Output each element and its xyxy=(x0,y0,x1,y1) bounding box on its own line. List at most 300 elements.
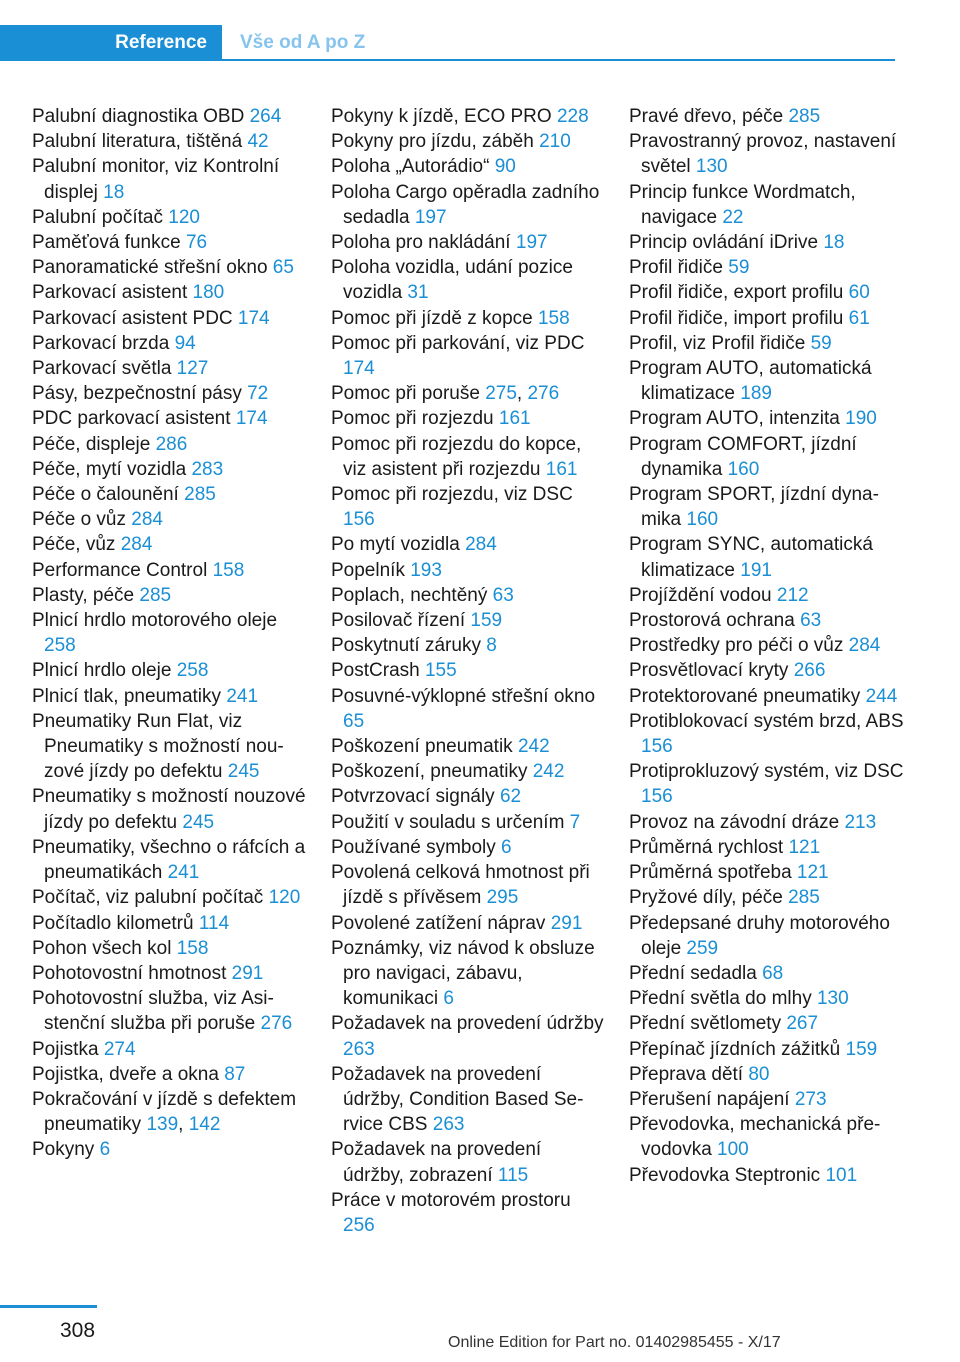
index-entry xyxy=(32,911,307,936)
page-separator: , xyxy=(516,383,528,405)
index-entry xyxy=(629,961,904,986)
index-entry xyxy=(629,532,904,582)
index-entry-term: Potvrzovací signály xyxy=(331,786,500,808)
page-link[interactable]: 241 xyxy=(226,685,259,707)
index-entry xyxy=(331,381,606,406)
index-entry-term: Poplach, nechtěný xyxy=(331,584,493,606)
page-link[interactable]: 121 xyxy=(788,836,821,858)
index-entry-term: Plnicí hrdlo oleje xyxy=(32,660,177,682)
page-link[interactable]: 120 xyxy=(268,887,301,909)
index-entry xyxy=(32,1087,307,1137)
page-link[interactable]: 242 xyxy=(517,736,550,758)
page-link[interactable]: 139 xyxy=(146,1114,179,1136)
edition-note: Online Edition for Part no. 01402985455 - X/17 xyxy=(448,1334,781,1351)
page-link[interactable]: 180 xyxy=(192,282,225,304)
page-link[interactable]: 291 xyxy=(231,962,264,984)
index-entry-term: Plnicí hrdlo motorového oleje xyxy=(32,610,278,632)
index-entry xyxy=(32,986,307,1036)
page-link[interactable]: 284 xyxy=(131,509,163,531)
page-link[interactable]: 267 xyxy=(786,1013,819,1035)
index-entry xyxy=(629,432,904,482)
page-link[interactable]: 264 xyxy=(249,106,282,127)
index-entry xyxy=(32,1062,307,1087)
index-entry xyxy=(331,1188,606,1238)
page-link[interactable]: 63 xyxy=(800,610,822,632)
index-entry-term: Program AUTO, automatická klimatizace xyxy=(629,358,872,405)
index-entry xyxy=(331,104,606,129)
page-link[interactable]: 189 xyxy=(740,383,772,405)
index-entry xyxy=(331,583,606,608)
index-entry xyxy=(331,684,606,734)
index-entry xyxy=(331,331,606,381)
index-entry xyxy=(629,129,904,179)
index-entry xyxy=(331,633,606,658)
page-link[interactable]: 283 xyxy=(191,458,224,480)
page-link[interactable]: 258 xyxy=(44,635,76,657)
page-link[interactable]: 142 xyxy=(188,1114,221,1136)
page-link[interactable]: 65 xyxy=(272,257,294,279)
index-entry xyxy=(331,658,606,683)
page-link[interactable]: 241 xyxy=(167,862,200,884)
index-entry xyxy=(331,608,606,633)
page-link[interactable]: 263 xyxy=(343,1038,375,1060)
index-entry-term: Projíždění vodou xyxy=(629,584,777,606)
index-entry-term: Profil řidiče xyxy=(629,257,729,279)
index-entry-term: Plnicí tlak, pneumatiky xyxy=(32,685,227,707)
index-entry xyxy=(32,1037,307,1062)
index-entry xyxy=(331,230,606,255)
index-entry xyxy=(32,205,307,230)
index-entry xyxy=(32,331,307,356)
page-link[interactable]: 18 xyxy=(103,181,125,203)
index-entry xyxy=(629,1062,904,1087)
index-entry xyxy=(32,532,307,557)
index-entry-term: Přepínač jízdních zážitků xyxy=(629,1038,846,1060)
page-link[interactable]: 87 xyxy=(224,1063,246,1085)
index-entry xyxy=(32,936,307,961)
page-link[interactable]: 263 xyxy=(432,1114,465,1136)
page-link[interactable]: 191 xyxy=(740,559,772,581)
index-entry-term: Přeprava dětí xyxy=(629,1063,749,1085)
index-entry-term: Pokyny xyxy=(32,1139,100,1161)
index-entry xyxy=(331,911,606,936)
index-entry-term: Pravé dřevo, péče xyxy=(629,106,789,127)
page-link[interactable]: 115 xyxy=(497,1164,529,1186)
page-link[interactable]: 190 xyxy=(845,408,877,430)
index-entry-term: Parkovací světla xyxy=(32,358,177,380)
index-entry-term: Pohotovostní hmotnost xyxy=(32,962,232,984)
page-link[interactable]: 266 xyxy=(793,660,826,682)
index-entry xyxy=(331,532,606,557)
index-entry xyxy=(331,129,606,154)
index-entry xyxy=(629,759,904,809)
index-entry-term: Protiblokovací systém brzd, ABS xyxy=(629,710,904,732)
index-entry xyxy=(629,1087,904,1112)
index-entry-term: Pomoc při jízdě z kopce xyxy=(331,307,538,329)
page-link[interactable]: 155 xyxy=(424,660,457,682)
index-entry xyxy=(331,432,606,482)
index-entry-term: Princip funkce Wordmatch, navigace xyxy=(629,181,856,228)
index-entry-term: Prostředky pro péči o vůz xyxy=(629,635,849,657)
index-entry-term: Profil řidiče, export profilu xyxy=(629,282,849,304)
index-entry-term: Požadavek na provedení údržby xyxy=(331,1013,604,1035)
index-entry-term: Přední světla do mlhy xyxy=(629,988,817,1010)
index-entry-term: Palubní literatura, tištěná xyxy=(32,131,248,153)
page-link[interactable]: 76 xyxy=(185,232,208,254)
index-entry xyxy=(32,306,307,331)
page-link[interactable]: 7 xyxy=(569,811,581,833)
index-column-1 xyxy=(32,104,307,1163)
header-rule xyxy=(222,59,895,61)
page-link[interactable]: 59 xyxy=(810,332,832,354)
index-entry xyxy=(32,709,307,785)
index-entry xyxy=(629,280,904,305)
tab-reference-label: Reference xyxy=(115,32,207,53)
index-entry xyxy=(629,658,904,683)
index-entry-term: Povolené zatížení náprav xyxy=(331,912,551,934)
index-entry-term: Plasty, péče xyxy=(32,584,140,606)
index-entry xyxy=(32,381,307,406)
page-link[interactable]: 284 xyxy=(848,635,881,657)
page-link[interactable]: 42 xyxy=(247,131,269,153)
index-entry xyxy=(629,255,904,280)
tab-a-to-z[interactable]: Vše od A po Z xyxy=(240,32,366,53)
index-entry-term: Poloha „Autorádio“ xyxy=(331,156,495,178)
index-entry-term: Protektorované pneumatiky xyxy=(629,685,866,707)
tab-reference[interactable] xyxy=(0,25,222,61)
index-entry xyxy=(629,684,904,709)
page-link[interactable]: 6 xyxy=(443,988,454,1010)
page-link[interactable]: 285 xyxy=(139,584,172,606)
index-entry-term: Poloha pro nakládání xyxy=(331,232,516,254)
page-link[interactable]: 275 xyxy=(485,383,517,405)
page-link[interactable]: 285 xyxy=(184,484,216,506)
index-entry-term: Přední sedadla xyxy=(629,962,763,984)
page-link[interactable]: 62 xyxy=(499,786,522,808)
page-link[interactable]: 258 xyxy=(176,660,209,682)
page-link[interactable]: 22 xyxy=(722,206,744,228)
index-entry xyxy=(32,658,307,683)
page-link[interactable]: 245 xyxy=(227,761,260,783)
page-number: 308 xyxy=(60,1319,96,1342)
index-entry-term: Pomoc při parkování, viz PDC xyxy=(331,332,585,354)
index-entry-term: Paměťová funkce xyxy=(32,232,186,254)
page-link[interactable]: 284 xyxy=(120,534,153,556)
page-link[interactable]: 130 xyxy=(695,156,728,178)
page-link[interactable]: 158 xyxy=(537,307,570,329)
index-entry-term: Poškození pneumatik xyxy=(331,736,518,758)
index-column-3 xyxy=(629,104,904,1188)
index-entry-term: Program AUTO, intenzita xyxy=(629,408,846,430)
index-entry xyxy=(629,356,904,406)
page-link[interactable]: 120 xyxy=(168,206,200,228)
index-entry xyxy=(629,835,904,860)
index-entry xyxy=(32,583,307,608)
page-link[interactable]: 59 xyxy=(728,257,750,279)
page-link[interactable]: 158 xyxy=(212,559,245,581)
index-entry xyxy=(32,684,307,709)
index-entry xyxy=(331,406,606,431)
index-entry xyxy=(32,280,307,305)
index-entry-term: Požadavek na provedení údržby, zobrazení xyxy=(331,1139,542,1186)
index-entry xyxy=(629,986,904,1011)
index-entry xyxy=(331,180,606,230)
index-entry-term: Poloha vozidla, udání pozice vozidla xyxy=(331,257,573,304)
page-link[interactable]: 160 xyxy=(686,509,719,531)
index-entry xyxy=(331,759,606,784)
index-entry xyxy=(629,230,904,255)
index-entry-term: Převodovka, mechanická převodovka xyxy=(629,1114,881,1161)
page-link[interactable]: 291 xyxy=(550,912,583,934)
index-entry-term: Pravostranný provoz, nastavení světel xyxy=(629,131,897,178)
index-entry xyxy=(32,230,307,255)
index-entry xyxy=(32,784,307,834)
index-column-2 xyxy=(331,104,606,1238)
index-entry-term: Palubní monitor, viz Kontrolní displej xyxy=(32,156,280,203)
index-entry xyxy=(32,961,307,986)
page-link[interactable]: 121 xyxy=(796,862,829,884)
index-entry-term: Princip ovládání iDrive xyxy=(629,232,824,254)
index-entry xyxy=(32,1137,307,1162)
index-entry-term: Popelník xyxy=(331,559,411,581)
index-entry-term: Pneumatiky s možností nouzové jízdy po defektu xyxy=(32,786,306,833)
page-link[interactable]: 295 xyxy=(486,887,519,909)
index-entry-term: Péče, mytí vozidla xyxy=(32,458,192,480)
page-link[interactable]: 284 xyxy=(465,534,497,556)
index-entry-term: Přerušení napájení xyxy=(629,1088,795,1110)
index-entry-term: Pokyny k jízdě, ECO PRO xyxy=(331,106,557,127)
index-entry-term: Parkovací asistent xyxy=(32,282,193,304)
index-entry xyxy=(629,1011,904,1036)
page-link[interactable]: 101 xyxy=(825,1164,858,1186)
page-link[interactable]: 245 xyxy=(182,811,215,833)
page-link[interactable]: 130 xyxy=(816,988,849,1010)
index-entry xyxy=(331,810,606,835)
index-entry xyxy=(32,104,307,129)
page-link[interactable]: 63 xyxy=(492,584,514,606)
index-entry-term: Parkovací brzda xyxy=(32,332,175,354)
page-link[interactable]: 94 xyxy=(174,332,196,354)
index-entry xyxy=(629,583,904,608)
index-entry-term: Péče, displeje xyxy=(32,433,156,455)
index-entry-term: Panoramatické střešní okno xyxy=(32,257,273,279)
page-link[interactable]: 127 xyxy=(176,358,209,380)
index-entry-term: Poloha Cargo opěradla zadního sedadla xyxy=(331,181,600,228)
page-link[interactable]: 90 xyxy=(494,156,516,178)
index-entry xyxy=(331,255,606,305)
index-entry-term: Pneumatiky Run Flat, viz Pneumatiky s možností nouzové jízdy po defektu xyxy=(32,710,284,783)
page-link[interactable]: 285 xyxy=(788,887,820,909)
index-entry-term: Prostorová ochrana xyxy=(629,610,801,632)
index-entry xyxy=(629,104,904,129)
index-entry-term: Pokračování v jízdě s defektem pneumatiky xyxy=(32,1088,297,1136)
index-entry-term: Pojistka, dveře a okna xyxy=(32,1063,225,1085)
index-entry xyxy=(32,608,307,658)
page-link[interactable]: 60 xyxy=(848,282,870,304)
index-entry-term: PostCrash xyxy=(331,660,425,682)
page-link[interactable]: 197 xyxy=(414,206,447,228)
index-entry-term: Profil řidiče, import profilu xyxy=(629,307,849,329)
index-entry-term: Použití v souladu s určením xyxy=(331,811,570,833)
index-entry xyxy=(32,482,307,507)
index-entry-term: Převodovka Steptronic xyxy=(629,1164,826,1186)
index-entry xyxy=(629,1163,904,1188)
index-entry xyxy=(629,406,904,431)
page-link[interactable]: 242 xyxy=(532,761,565,783)
page-link[interactable]: 193 xyxy=(410,559,442,581)
page-link[interactable]: 8 xyxy=(486,635,497,657)
index-entry-term: Program SPORT, jízdní dynamika xyxy=(629,484,879,531)
page-link[interactable]: 61 xyxy=(848,307,870,329)
index-entry xyxy=(32,885,307,910)
index-entry xyxy=(331,1011,606,1061)
index-entry-term: Poznámky, viz návod k obsluze pro navigaci, zábavu, komunikaci xyxy=(331,937,595,1010)
index-entry-term: Pomoc při rozjezdu xyxy=(331,408,499,430)
index-entry xyxy=(32,507,307,532)
index-entry xyxy=(331,558,606,583)
index-entry xyxy=(331,860,606,910)
index-entry-term: Posuvné-výklopné střešní okno xyxy=(331,685,596,707)
page-link[interactable]: 228 xyxy=(556,106,589,127)
index-entry xyxy=(331,1062,606,1138)
index-entry-term: Pásy, bezpečnostní pásy xyxy=(32,383,248,405)
index-entry-term: Počítadlo kilometrů xyxy=(32,912,199,934)
page-link[interactable]: 158 xyxy=(176,937,209,959)
index-entry-term: Pojistka xyxy=(32,1038,104,1060)
page-link[interactable]: 156 xyxy=(641,786,673,808)
index-entry-term: Používané symboly xyxy=(331,836,502,858)
index-entry-term: Pryžové díly, péče xyxy=(629,887,789,909)
index-entry xyxy=(32,406,307,431)
index-entry xyxy=(331,835,606,860)
index-entry-term: Přední světlomety xyxy=(629,1013,787,1035)
index-entry-term: Parkovací asistent PDC xyxy=(32,307,238,329)
page-link[interactable]: 159 xyxy=(470,610,503,632)
index-entry-term: Péče o vůz xyxy=(32,509,132,531)
index-entry xyxy=(629,885,904,910)
page-link[interactable]: 259 xyxy=(686,937,719,959)
page-link[interactable]: 274 xyxy=(103,1038,136,1060)
index-entry xyxy=(629,709,904,759)
index-entry xyxy=(32,457,307,482)
index-entry xyxy=(629,911,904,961)
index-entry xyxy=(32,432,307,457)
page-link[interactable]: 213 xyxy=(844,811,877,833)
page-link[interactable]: 159 xyxy=(845,1038,878,1060)
index-entry xyxy=(629,633,904,658)
page-link[interactable]: 72 xyxy=(247,383,269,405)
index-entry xyxy=(629,482,904,532)
index-entry xyxy=(629,331,904,356)
page-link[interactable]: 160 xyxy=(727,458,760,480)
page-link[interactable]: 156 xyxy=(641,736,673,758)
index-entry xyxy=(629,810,904,835)
index-entry-term: Provoz na závodní dráze xyxy=(629,811,845,833)
index-entry-term: Pomoc při rozjezdu, viz DSC xyxy=(331,484,573,506)
page-link[interactable]: 18 xyxy=(823,232,845,254)
index-entry-term: Po mytí vozidla xyxy=(331,534,466,556)
index-entry-term: Pneumatiky, všechno o ráfcích a pneumatikách xyxy=(32,836,306,884)
index-entry xyxy=(32,154,307,204)
index-entry-term: Pohon všech kol xyxy=(32,937,177,959)
index-entry xyxy=(331,936,606,1012)
page-link[interactable]: 68 xyxy=(762,962,784,984)
index-entry xyxy=(32,558,307,583)
page-link[interactable]: 273 xyxy=(794,1088,827,1110)
index-entry-term: Posilovač řízení xyxy=(331,610,471,632)
index-entry xyxy=(32,356,307,381)
index-entry-term: PDC parkovací asistent xyxy=(32,408,236,430)
page-link[interactable]: 65 xyxy=(343,710,365,732)
index-entry-term: Poskytnutí záruky xyxy=(331,635,487,657)
top-navigation xyxy=(0,25,960,61)
page-link[interactable]: 6 xyxy=(501,836,512,858)
page-link[interactable]: 276 xyxy=(527,383,560,405)
index-entry-term: Palubní diagnostika OBD xyxy=(32,106,250,127)
page-link[interactable]: 161 xyxy=(498,408,531,430)
index-entry xyxy=(629,1112,904,1162)
page-link[interactable]: 100 xyxy=(717,1139,749,1161)
index-entry xyxy=(331,784,606,809)
index-entry-term: Povolená celková hmotnost při jízdě s přívěsem xyxy=(331,862,590,909)
index-entry xyxy=(32,255,307,280)
index-entry-term: Program COMFORT, jízdní dynamika xyxy=(629,433,857,480)
index-entry-term: Palubní počítač xyxy=(32,206,169,228)
page-link[interactable]: 212 xyxy=(776,584,809,606)
index-entry xyxy=(331,154,606,179)
page-link[interactable]: 256 xyxy=(343,1214,375,1236)
footer-rule xyxy=(0,1305,97,1308)
index-entry xyxy=(629,306,904,331)
page-link[interactable]: 31 xyxy=(407,282,429,304)
index-entry-term: Poškození, pneumatiky xyxy=(331,761,533,783)
page-link[interactable]: 174 xyxy=(235,408,268,430)
index-entry-term: Počítač, viz palubní počítač xyxy=(32,887,269,909)
index-entry-term: Práce v motorovém prostoru xyxy=(331,1189,571,1211)
index-entry xyxy=(331,306,606,331)
index-entry-term: Performance Control xyxy=(32,559,213,581)
page-link[interactable]: 276 xyxy=(260,1013,293,1035)
index-entry xyxy=(32,835,307,885)
page-link[interactable]: 210 xyxy=(539,131,571,153)
page-link[interactable]: 174 xyxy=(343,358,375,380)
index-entry-term: Pohotovostní služba, viz Asistenční služba při poruše xyxy=(32,988,274,1035)
index-entry-term: Pomoc při poruše xyxy=(331,383,486,405)
page-separator: , xyxy=(178,1114,189,1136)
index-entry-term: Péče o čalounění xyxy=(32,484,185,506)
index-entry-term: Program SYNC, automatická klimatizace xyxy=(629,534,873,581)
page-link[interactable]: 174 xyxy=(237,307,270,329)
page-link[interactable]: 156 xyxy=(343,509,375,531)
page-link[interactable]: 161 xyxy=(545,458,578,480)
index-entry-term: Protiprokluzový systém, viz DSC xyxy=(629,761,904,783)
page-link[interactable]: 197 xyxy=(515,232,548,254)
index-entry-term: Péče, vůz xyxy=(32,534,121,556)
index-entry xyxy=(629,608,904,633)
page-link[interactable]: 286 xyxy=(155,433,188,455)
page-link[interactable]: 6 xyxy=(99,1139,111,1161)
page-link[interactable]: 80 xyxy=(748,1063,770,1085)
index-entry xyxy=(629,180,904,230)
index-entry-term: Průměrná rychlost xyxy=(629,836,789,858)
page-link[interactable]: 285 xyxy=(788,106,821,127)
index-entry-term: Požadavek na provedení údržby, Condition Based Service CBS xyxy=(331,1063,584,1136)
index-entry xyxy=(629,1037,904,1062)
page-link[interactable]: 244 xyxy=(865,685,898,707)
page-link[interactable]: 114 xyxy=(198,912,230,934)
index-entry xyxy=(331,734,606,759)
index-entry-term: Předepsané druhy motorového oleje xyxy=(629,912,890,959)
